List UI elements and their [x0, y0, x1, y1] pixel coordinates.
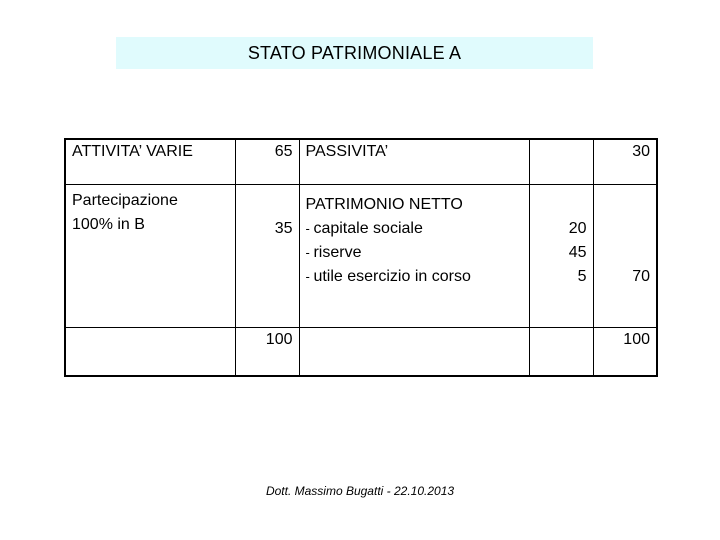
equity-description — [299, 185, 529, 328]
equity-item-text: riserve — [313, 244, 362, 261]
equity-total-cell — [593, 185, 657, 328]
equity-item-text: capitale sociale — [313, 220, 423, 237]
footer-credit: Dott. Massimo Bugatti - 22.10.2013 — [265, 484, 455, 498]
equity-total: 70 — [632, 268, 650, 285]
totals-empty-cell — [65, 328, 235, 377]
balance-sheet-table — [64, 138, 658, 377]
page-title-text: STATO PATRIMONIALE A — [247, 42, 462, 63]
table-row — [65, 139, 657, 185]
equity-item-value: 20 — [568, 220, 587, 237]
asset-item-label — [65, 185, 235, 328]
equity-item-values — [529, 185, 593, 328]
asset-item-label-line: Partecipazione — [72, 192, 178, 209]
equity-item-value: 45 — [568, 244, 587, 261]
asset-item-label-line: 100% in B — [72, 216, 145, 233]
page-title — [116, 37, 593, 69]
equity-heading: PATRIMONIO NETTO — [305, 196, 463, 213]
asset-item-value-cell — [235, 185, 299, 328]
table-row — [65, 185, 657, 328]
liabilities-header-value: 30 — [593, 139, 657, 185]
asset-item-value: 35 — [274, 220, 293, 237]
totals-empty-cell — [299, 328, 529, 377]
equity-item-label: - capitale sociale — [305, 220, 423, 237]
assets-header-label: ATTIVITA’ VARIE — [65, 139, 235, 185]
equity-item-text: utile esercizio in corso — [313, 268, 471, 285]
assets-header-value: 65 — [235, 139, 299, 185]
equity-item-value: 5 — [577, 268, 587, 285]
equity-item-label: - utile esercizio in corso — [305, 268, 471, 285]
liabilities-header-label: PASSIVITA’ — [299, 139, 529, 185]
liabilities-subvalue-empty — [529, 139, 593, 185]
liabilities-total: 100 — [593, 328, 657, 377]
table-row — [65, 328, 657, 377]
totals-empty-cell — [529, 328, 593, 377]
equity-item-label: - riserve — [305, 244, 362, 261]
assets-total: 100 — [235, 328, 299, 377]
